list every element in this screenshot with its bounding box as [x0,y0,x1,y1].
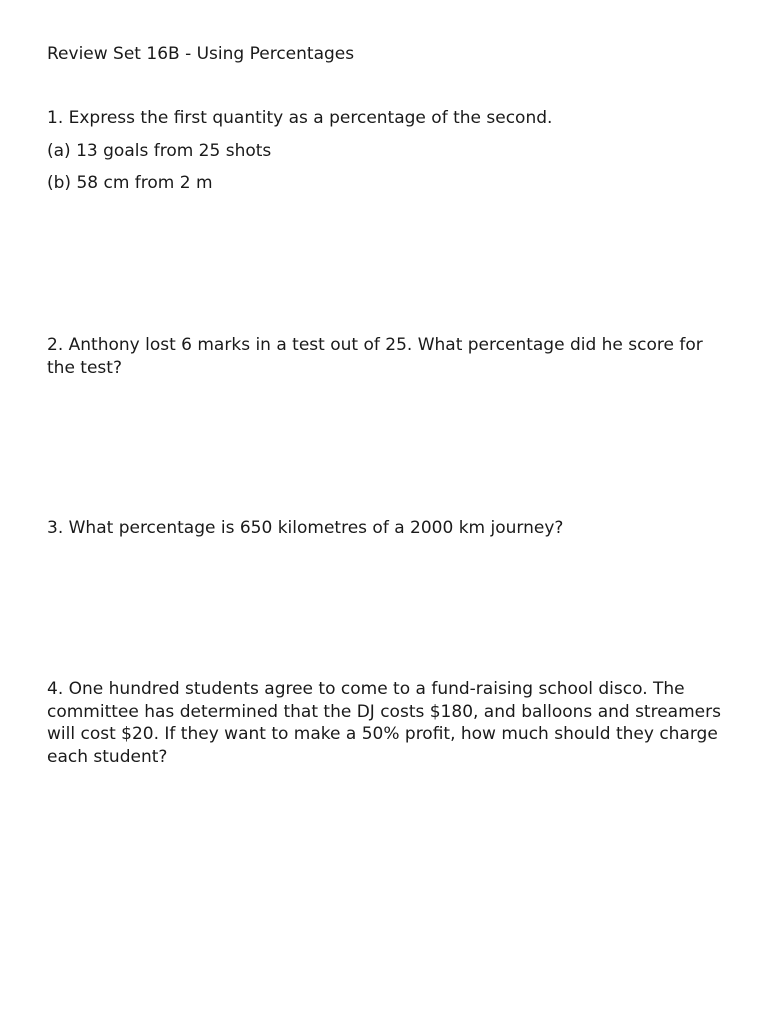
question-1-part-a: (a) 13 goals from 25 shots [47,141,272,161]
question-4: 4. One hundred students agree to come to a fund-raising school disco. The committee has determined that the DJ costs $180, and balloons and streamers will cost $20. If they want to make a 50% profit, how much should they charge each student? [47,679,721,767]
question-1: 1. Express the first quantity as a percentage of the second. [47,108,553,128]
question-2: 2. Anthony lost 6 marks in a test out of 25. What percentage did he score for the test? [47,335,703,378]
question-1-part-b: (b) 58 cm from 2 m [47,173,213,193]
question-3: 3. What percentage is 650 kilometres of a 2000 km journey? [47,518,564,538]
worksheet-title: Review Set 16B - Using Percentages [47,44,355,64]
